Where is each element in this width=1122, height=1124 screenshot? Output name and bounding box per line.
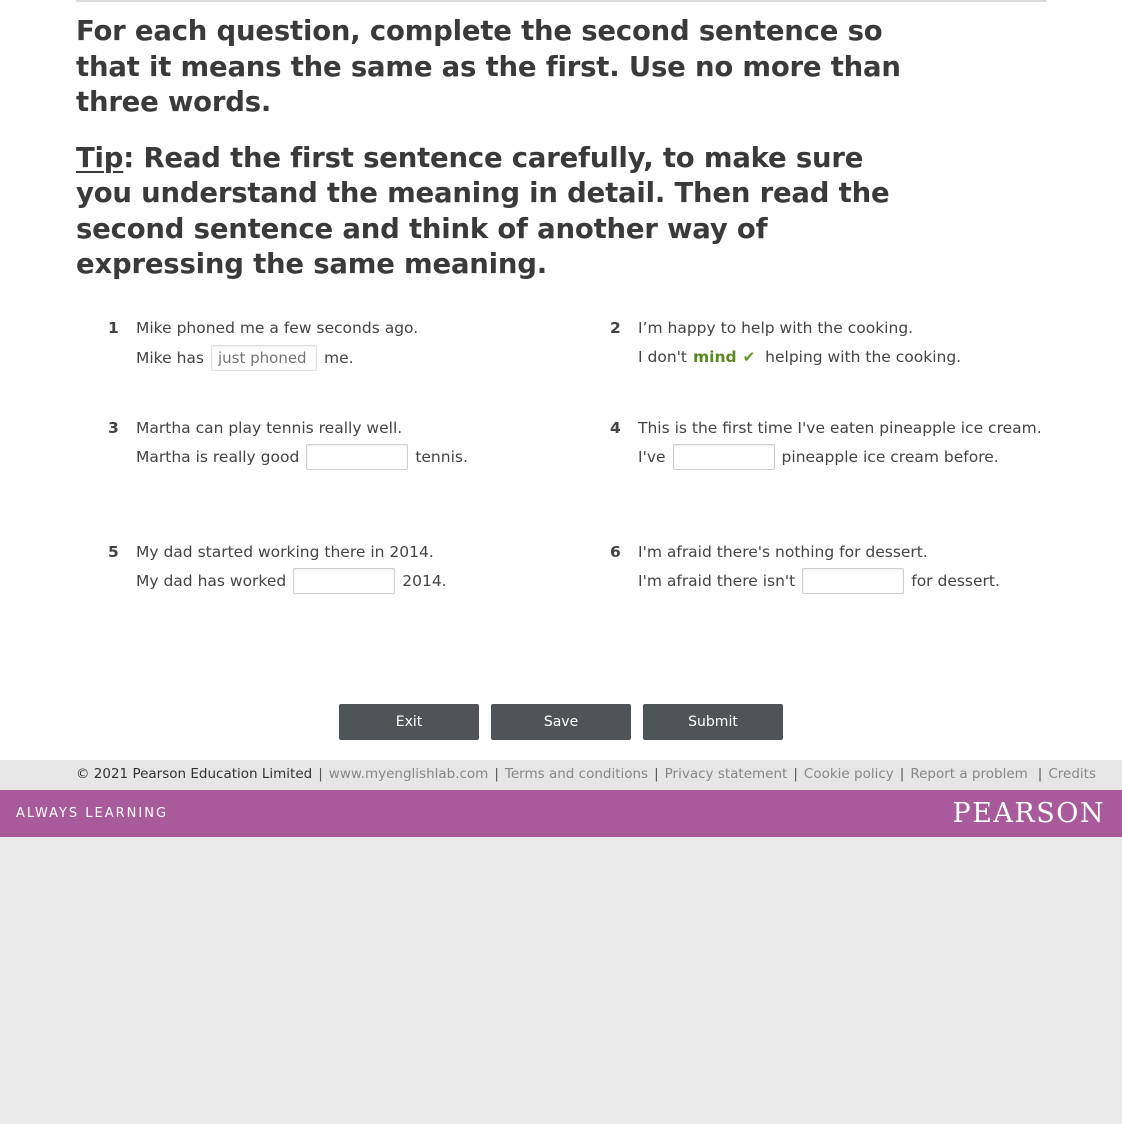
brand-tagline: ALWAYS LEARNING: [16, 806, 169, 821]
answer-prefix: Mike has: [136, 349, 204, 367]
tip-text: : Read the first sentence carefully, to make sure you understand the meaning in detail. Then read the second sentence and think of another way of expressing the same meaning.: [76, 141, 890, 280]
instructions-main: For each question, complete the second sentence so that it means the same as the first. Use no more than three words.: [76, 15, 901, 118]
answer-suffix: tennis.: [415, 448, 468, 466]
answer-suffix: for dessert.: [911, 572, 1000, 590]
question-answer-line: [638, 444, 999, 470]
question-prompt: I’m happy to help with the cooking.: [638, 319, 914, 337]
answer-prefix: I don't: [638, 348, 687, 366]
instructions: [76, 14, 906, 283]
submit-button[interactable]: Submit: [643, 704, 783, 740]
checkmark-icon: ✔: [742, 348, 756, 366]
footer-link-report[interactable]: Report a problem: [910, 766, 1028, 782]
footer-links-bar: © 2021 Pearson Education Limited | www.myenglishlab.com | Terms and conditions | Privacy statement | Cookie policy | Report a problem | Credits: [0, 760, 1122, 790]
answer-suffix: me.: [323, 349, 354, 367]
question-answer-line: [638, 568, 1000, 594]
save-button[interactable]: Save: [491, 704, 631, 740]
question-prompt: Mike phoned me a few seconds ago.: [136, 319, 419, 337]
correct-answer: mind: [692, 348, 737, 366]
question-number: 2: [610, 319, 621, 337]
question-number: 1: [108, 319, 119, 337]
answer-input-5[interactable]: [293, 568, 395, 594]
question-answer-line: [638, 348, 961, 366]
question-number: 6: [610, 543, 621, 561]
top-divider: [76, 0, 1046, 2]
instructions-tip: [76, 141, 906, 283]
question-prompt: My dad started working there in 2014.: [136, 543, 434, 561]
tip-label: Tip: [76, 141, 124, 174]
question-answer-line: [136, 345, 354, 371]
question-number: 3: [108, 419, 119, 437]
footer-link-terms[interactable]: Terms and conditions: [504, 766, 649, 782]
question-answer-line: [136, 568, 447, 594]
footer-link-privacy[interactable]: Privacy statement: [664, 766, 788, 782]
brand-bar: [0, 790, 1122, 837]
answer-input-6[interactable]: [802, 568, 904, 594]
answer-prefix: I've: [638, 448, 666, 466]
question-prompt: Martha can play tennis really well.: [136, 419, 403, 437]
exit-button[interactable]: Exit: [339, 704, 479, 740]
answer-prefix: I'm afraid there isn't: [638, 572, 796, 590]
answer-input-4[interactable]: [673, 444, 775, 470]
question-number: 5: [108, 543, 119, 561]
answer-suffix: 2014.: [402, 572, 447, 590]
question-prompt: I'm afraid there's nothing for dessert.: [638, 543, 928, 561]
footer-link-credits[interactable]: Credits: [1048, 766, 1096, 782]
copyright-text: © 2021 Pearson Education Limited: [76, 766, 313, 782]
question-answer-line: [136, 444, 468, 470]
answer-suffix: pineapple ice cream before.: [781, 448, 999, 466]
question-prompt: This is the first time I've eaten pineapple ice cream.: [638, 419, 1042, 437]
answer-input-1[interactable]: [211, 345, 317, 371]
answer-prefix: My dad has worked: [136, 572, 287, 590]
answer-suffix: helping with the cooking.: [765, 348, 962, 366]
pearson-logo: PEARSON: [952, 798, 1105, 829]
footer-link-site[interactable]: www.myenglishlab.com: [328, 766, 489, 782]
answer-prefix: Martha is really good: [136, 448, 300, 466]
answer-input-3[interactable]: [306, 444, 408, 470]
question-number: 4: [610, 419, 621, 437]
footer-link-cookies[interactable]: Cookie policy: [803, 766, 894, 782]
